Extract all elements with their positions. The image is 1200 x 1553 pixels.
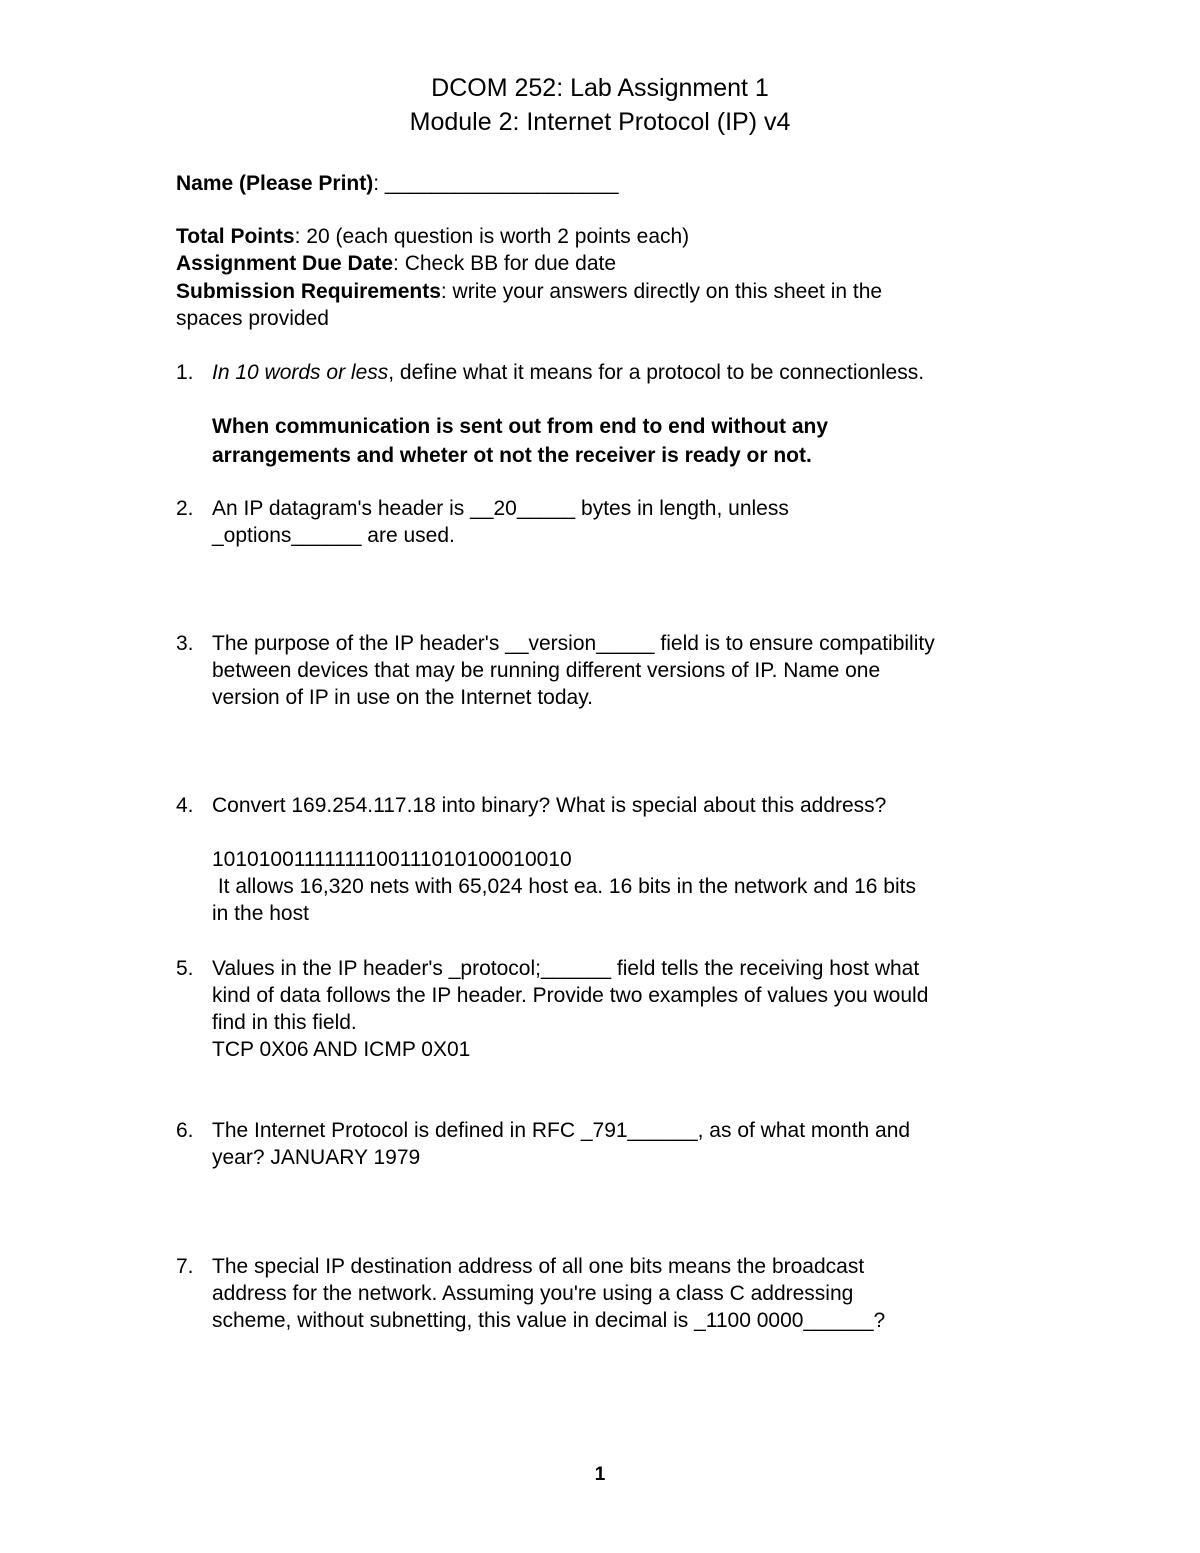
- question-number: 7.: [176, 1255, 194, 1278]
- answer-5: TCP 0X06 AND ICMP 0X01: [212, 1038, 471, 1061]
- question-7-line: address for the network. Assuming you're using a class C addressing: [212, 1282, 854, 1305]
- question-5-line: Values in the IP header's _protocol;______ field tells the receiving host what: [212, 957, 920, 980]
- due-date-line: [176, 250, 616, 277]
- question-number: 5.: [176, 957, 194, 980]
- document-title: DCOM 252: Lab Assignment 1: [431, 74, 769, 102]
- question-4: [212, 792, 1042, 819]
- question-2-line: _options______ are used.: [212, 524, 455, 547]
- question-5-line: find in this field.: [212, 1011, 357, 1034]
- question-1-rest: , define what it means for a protocol to be connectionless.: [388, 361, 925, 384]
- answer-1-line: When communication is sent out from end to end without any: [212, 415, 829, 438]
- question-number: 3.: [176, 632, 194, 655]
- question-5-line: kind of data follows the IP header. Provide two examples of values you would: [212, 984, 929, 1007]
- answer-4-line: in the host: [212, 902, 309, 925]
- answer-4-line: It allows 16,320 nets with 65,024 host ea. 16 bits in the network and 16 bits: [212, 875, 916, 898]
- question-1: [212, 359, 1042, 386]
- due-date-value: : Check BB for due date: [393, 252, 617, 275]
- question-6-line: year? JANUARY 1979: [212, 1146, 421, 1169]
- question-number: 2.: [176, 497, 194, 520]
- question-3-line: between devices that may be running different versions of IP. Name one: [212, 659, 881, 682]
- total-points-value: : 20 (each question is worth 2 points each): [294, 225, 690, 248]
- question-3-line: version of IP in use on the Internet today.: [212, 686, 593, 709]
- question-1-text: [212, 359, 1042, 386]
- total-points-label: Total Points: [176, 225, 295, 248]
- submission-line-cont: spaces provided: [176, 307, 329, 330]
- total-points-line: [176, 223, 689, 250]
- question-number: 4.: [176, 794, 194, 817]
- question-7-line: scheme, without subnetting, this value in decimal is _1100 0000______?: [212, 1309, 886, 1332]
- question-6-line: The Internet Protocol is defined in RFC _791______, as of what month and: [212, 1119, 911, 1142]
- due-date-label: Assignment Due Date: [176, 252, 394, 275]
- question-6: [212, 1117, 1042, 1171]
- answer-4: [212, 846, 1042, 927]
- name-blank: : ____________________: [373, 172, 619, 195]
- question-2: [212, 495, 1042, 549]
- question-1-italic: In 10 words or less: [212, 361, 389, 384]
- answer-4-line: 10101001111111100111010100010010: [212, 848, 572, 871]
- question-7: [212, 1253, 1042, 1334]
- answer-1: [212, 413, 1042, 469]
- submission-line: [176, 278, 882, 305]
- question-3: [212, 630, 1042, 711]
- question-3-line: The purpose of the IP header's __version_____ field is to ensure compatibility: [212, 632, 935, 655]
- submission-label: Submission Requirements: [176, 280, 441, 303]
- question-number: 6.: [176, 1119, 194, 1142]
- name-field-line: [176, 170, 619, 197]
- question-4-line: Convert 169.254.117.18 into binary? What is special about this address?: [212, 794, 887, 817]
- name-label: Name (Please Print): [176, 172, 374, 195]
- question-2-line: An IP datagram's header is __20_____ bytes in length, unless: [212, 497, 789, 520]
- question-5: [212, 955, 1042, 1063]
- document-subtitle: Module 2: Internet Protocol (IP) v4: [409, 108, 791, 136]
- question-7-line: The special IP destination address of all one bits means the broadcast: [212, 1255, 865, 1278]
- submission-value: : write your answers directly on this sheet in the: [440, 280, 883, 303]
- question-number: 1.: [176, 361, 194, 384]
- answer-1-line: arrangements and wheter ot not the receiver is ready or not.: [212, 444, 812, 467]
- page-number: 1: [594, 1464, 606, 1485]
